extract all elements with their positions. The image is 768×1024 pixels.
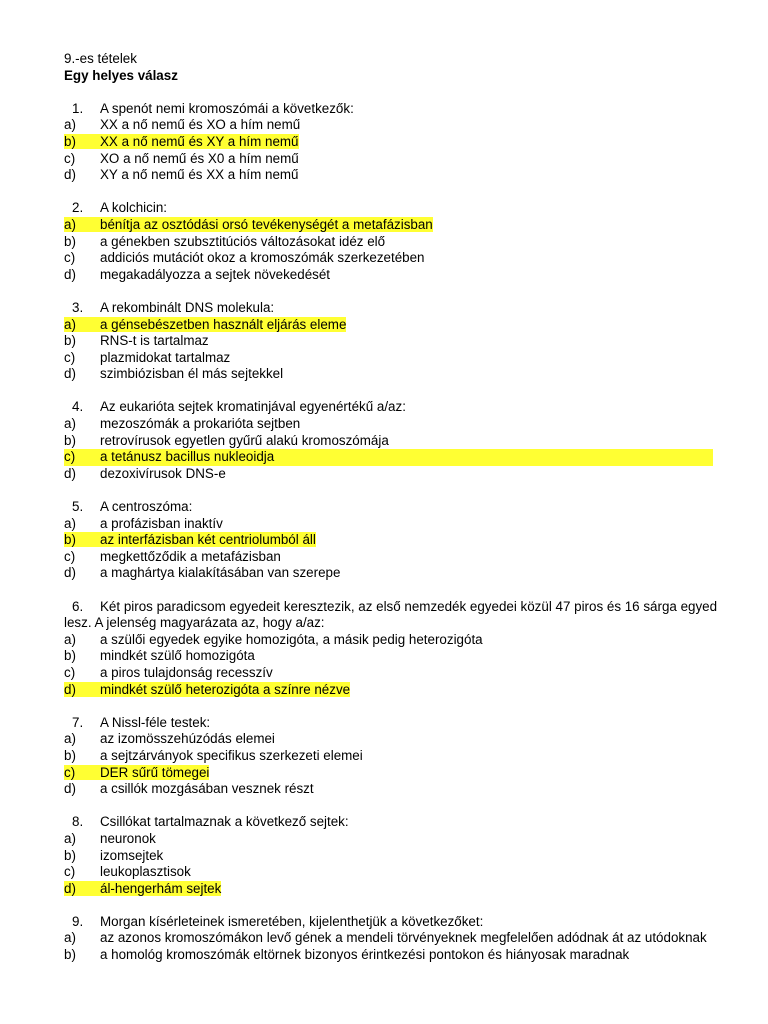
option-text: a csillók mozgásában vesznek részt <box>100 781 314 797</box>
question-number: 2. <box>72 200 84 216</box>
question-text: Két piros paradicsom egyedeit keresztezik, az első nemzedék egyedei közül 47 piros és 16 sárga egyed lesz. A jelenség magyarázata az, hogy a/az: <box>64 598 718 631</box>
option-text: XX a nő nemű és XO a hím nemű <box>100 117 301 133</box>
answer-content <box>64 333 209 348</box>
option-label: b) <box>64 133 76 149</box>
option-label: d) <box>64 366 76 382</box>
answer-content <box>64 665 273 680</box>
answer-option <box>64 864 719 881</box>
option-label: a) <box>64 930 76 946</box>
correct-answer-highlight <box>64 449 713 466</box>
option-text: addiciós mutációt okoz a kromoszómák szerkezetében <box>100 250 425 266</box>
answer-option <box>64 682 719 699</box>
answer-content <box>64 731 275 746</box>
document-title: 9.-es tételek <box>64 51 137 66</box>
answer-option <box>64 117 719 134</box>
option-label: c) <box>64 664 76 680</box>
option-label: c) <box>64 548 76 564</box>
option-text: XO a nő nemű és X0 a hím nemű <box>100 150 299 166</box>
option-text: megakadályozza a sejtek növekedését <box>100 266 331 282</box>
option-text: a maghártya kialakításában van szerepe <box>100 565 341 581</box>
question-line <box>64 599 719 632</box>
answer-content <box>64 781 314 796</box>
option-text: RNS-t is tartalmaz <box>100 333 209 349</box>
answer-option <box>64 250 719 267</box>
answer-option <box>64 748 719 765</box>
question-number: 3. <box>72 299 84 315</box>
option-label: b) <box>64 747 76 763</box>
option-text: retrovírusok egyetlen gyűrű alakú kromoszómája <box>100 432 389 448</box>
question-number: 1. <box>72 100 84 116</box>
question-line <box>64 499 719 516</box>
spacer <box>64 184 719 201</box>
question-block <box>64 599 719 699</box>
correct-answer-highlight <box>64 532 316 547</box>
question-text: A centroszóma: <box>100 499 193 515</box>
question-line <box>64 715 719 732</box>
answer-content <box>64 516 223 531</box>
answer-content <box>64 234 385 249</box>
option-text: mezoszómák a prokarióta sejtben <box>100 416 301 432</box>
question-number: 5. <box>72 499 84 515</box>
option-text: mindkét szülő heterozigóta a színre nézve <box>100 681 351 697</box>
answer-content <box>64 947 629 962</box>
answer-option <box>64 549 719 566</box>
correct-answer-highlight <box>64 765 209 780</box>
question-text: Az eukarióta sejtek kromatinjával egyenértékű a/az: <box>100 399 406 415</box>
option-label: c) <box>64 250 76 266</box>
answer-content <box>64 864 191 879</box>
option-label: b) <box>64 648 76 664</box>
option-label: d) <box>64 266 76 282</box>
answer-option <box>64 234 719 251</box>
option-label: a) <box>64 515 76 531</box>
option-label: b) <box>64 432 76 448</box>
option-text: a tetánusz bacillus nukleoidja <box>100 449 275 465</box>
question-number: 9. <box>72 913 84 929</box>
option-label: a) <box>64 117 76 133</box>
spacer <box>64 283 719 300</box>
answer-option <box>64 731 719 748</box>
answer-option <box>64 665 719 682</box>
answer-option <box>64 151 719 168</box>
option-label: b) <box>64 947 76 963</box>
answer-content <box>64 648 255 663</box>
option-label: a) <box>64 631 76 647</box>
answer-option <box>64 134 719 151</box>
option-label: c) <box>64 349 76 365</box>
question-block <box>64 715 719 798</box>
question-text: A Nissl-féle testek: <box>100 714 211 730</box>
question-block <box>64 300 719 383</box>
spacer <box>64 897 719 914</box>
option-text: a sejtzárványok specifikus szerkezeti elemei <box>100 747 363 763</box>
option-text: a génekben szubsztitúciós változásokat idéz elő <box>100 233 386 249</box>
option-text: bénítja az osztódási orsó tevékenységét a metafázisban <box>100 216 433 232</box>
spacer <box>64 582 719 599</box>
option-label: c) <box>64 150 76 166</box>
question-list <box>64 101 719 964</box>
option-label: d) <box>64 781 76 797</box>
answer-option <box>64 632 719 649</box>
option-label: c) <box>64 449 76 465</box>
question-number: 7. <box>72 714 84 730</box>
answer-content <box>64 466 226 481</box>
question-block <box>64 200 719 283</box>
answer-content <box>64 549 281 564</box>
option-text: a homológ kromoszómák eltörnek bizonyos érintkezési pontokon és hiányosak maradnak <box>100 947 630 963</box>
option-text: dezoxivírusok DNS-e <box>100 465 226 481</box>
question-block <box>64 914 719 964</box>
answer-content <box>64 748 363 763</box>
answer-content <box>64 366 283 381</box>
option-text: leukoplasztisok <box>100 864 191 880</box>
answer-option <box>64 648 719 665</box>
option-text: XY a nő nemű és XX a hím nemű <box>100 167 299 183</box>
option-label: a) <box>64 830 76 846</box>
answer-option <box>64 433 719 450</box>
question-text: Morgan kísérleteinek ismeretében, kijelenthetjük a következőket: <box>100 913 484 929</box>
option-text: a génsebészetben használt eljárás eleme <box>100 316 347 332</box>
correct-answer-highlight <box>64 881 221 896</box>
option-label: a) <box>64 316 76 332</box>
answer-content <box>64 930 707 945</box>
option-text: az interfázisban két centriolumból áll <box>100 532 316 548</box>
answer-content <box>64 565 340 580</box>
question-text: A rekombinált DNS molekula: <box>100 299 275 315</box>
question-number: 4. <box>72 399 84 415</box>
answer-option <box>64 449 719 466</box>
answer-option <box>64 366 719 383</box>
question-block <box>64 399 719 482</box>
question-text: Csillókat tartalmaznak a következő sejtek: <box>100 814 349 830</box>
answer-option <box>64 781 719 798</box>
answer-content <box>64 250 425 265</box>
option-label: d) <box>64 465 76 481</box>
option-text: neuronok <box>100 830 156 846</box>
answer-content <box>64 433 389 448</box>
question-block <box>64 101 719 184</box>
answer-content <box>64 167 299 182</box>
option-text: XX a nő nemű és XY a hím nemű <box>100 133 299 149</box>
answer-option <box>64 831 719 848</box>
answer-option <box>64 217 719 234</box>
question-line <box>64 814 719 831</box>
option-label: d) <box>64 565 76 581</box>
option-label: b) <box>64 233 76 249</box>
question-line <box>64 101 719 118</box>
question-block <box>64 499 719 582</box>
answer-option <box>64 267 719 284</box>
answer-option <box>64 532 719 549</box>
correct-answer-highlight <box>64 317 346 332</box>
option-text: a piros tulajdonság recesszív <box>100 664 273 680</box>
option-label: d) <box>64 681 76 697</box>
document-subtitle: Egy helyes válasz <box>64 67 178 83</box>
option-text: megkettőződik a metafázisban <box>100 548 281 564</box>
option-label: c) <box>64 764 76 780</box>
answer-content <box>64 416 300 431</box>
question-number: 6. <box>72 598 84 614</box>
answer-option <box>64 947 719 964</box>
answer-option <box>64 317 719 334</box>
option-text: a szülői egyedek egyike homozigóta, a másik pedig heterozigóta <box>100 631 483 647</box>
answer-content <box>64 117 300 132</box>
option-label: b) <box>64 532 76 548</box>
option-text: plazmidokat tartalmaz <box>100 349 231 365</box>
answer-content <box>64 350 230 365</box>
spacer <box>64 482 719 499</box>
option-label: a) <box>64 216 76 232</box>
option-label: a) <box>64 731 76 747</box>
question-text: A kolchicin: <box>100 200 167 216</box>
question-line <box>64 300 719 317</box>
option-label: c) <box>64 864 76 880</box>
answer-option <box>64 516 719 533</box>
option-text: az azonos kromoszómákon levő gének a mendeli törvényeknek megfelelően adódnak át az utódoknak <box>100 930 707 946</box>
answer-option <box>64 466 719 483</box>
question-block <box>64 814 719 897</box>
answer-option <box>64 765 719 782</box>
answer-option <box>64 848 719 865</box>
option-label: b) <box>64 333 76 349</box>
option-text: az izomösszehúzódás elemei <box>100 731 275 747</box>
answer-content <box>64 831 156 846</box>
correct-answer-highlight <box>64 134 299 149</box>
question-text: A spenót nemi kromoszómái a következők: <box>100 100 354 116</box>
option-text: ál-hengerhám sejtek <box>100 880 222 896</box>
question-number: 8. <box>72 814 84 830</box>
answer-option <box>64 565 719 582</box>
option-text: szimbiózisban él más sejtekkel <box>100 366 284 382</box>
option-label: b) <box>64 847 76 863</box>
correct-answer-highlight <box>64 682 350 697</box>
answer-content <box>64 151 299 166</box>
answer-content <box>64 632 483 647</box>
spacer <box>64 383 719 400</box>
option-text: DER sűrű tömegei <box>100 764 210 780</box>
answer-option <box>64 167 719 184</box>
option-label: d) <box>64 167 76 183</box>
answer-option <box>64 930 719 947</box>
spacer <box>64 698 719 715</box>
spacer <box>64 798 719 815</box>
answer-option <box>64 333 719 350</box>
answer-content <box>64 267 330 282</box>
option-text: mindkét szülő homozigóta <box>100 648 255 664</box>
question-line <box>64 200 719 217</box>
answer-content <box>64 848 163 863</box>
correct-answer-highlight <box>64 217 433 232</box>
option-label: d) <box>64 880 76 896</box>
question-line <box>64 914 719 931</box>
option-text: a profázisban inaktív <box>100 515 223 531</box>
answer-option <box>64 881 719 898</box>
spacer <box>64 84 719 101</box>
option-text: izomsejtek <box>100 847 164 863</box>
answer-option <box>64 416 719 433</box>
option-label: a) <box>64 416 76 432</box>
answer-option <box>64 350 719 367</box>
question-line <box>64 399 719 416</box>
